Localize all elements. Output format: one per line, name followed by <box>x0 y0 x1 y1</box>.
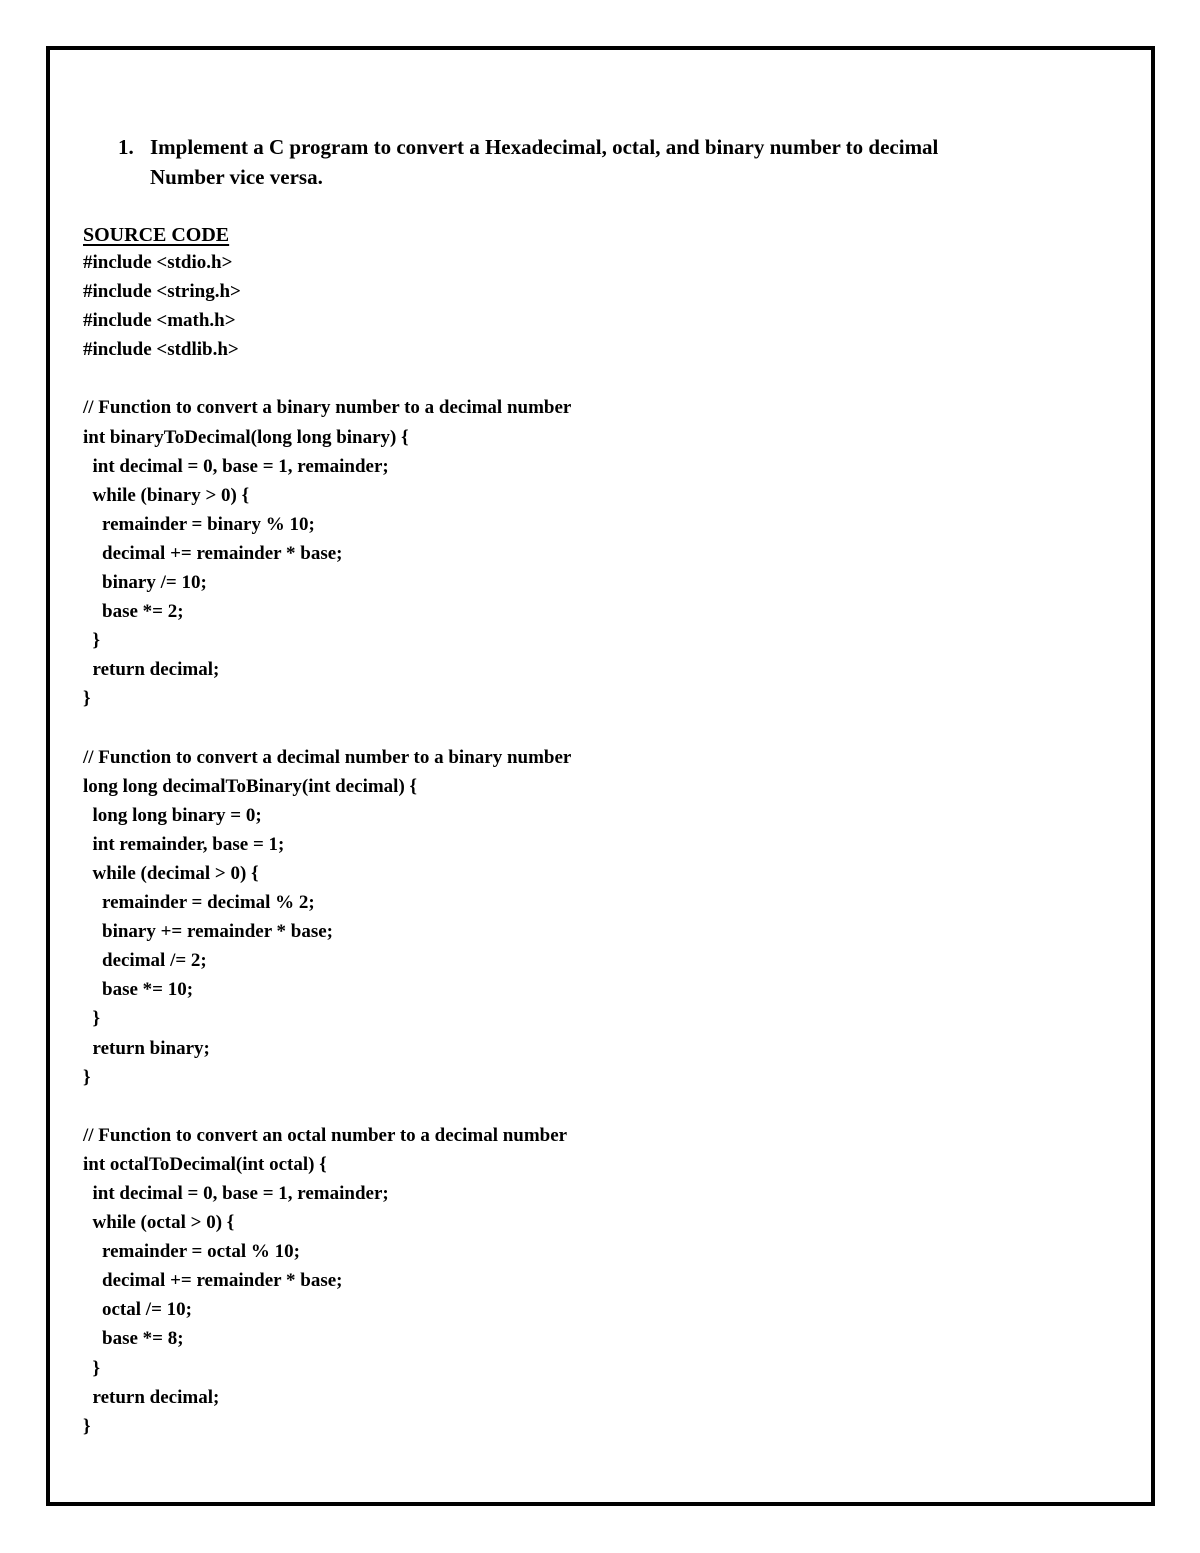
question-text <box>150 132 1078 192</box>
question-number: 1. <box>118 135 134 159</box>
code-line: #include <string.h> <box>83 281 241 303</box>
code-line: // Function to convert a binary number to a decimal number <box>83 397 572 419</box>
code-line: } <box>83 630 100 652</box>
code-line <box>83 1092 1123 1121</box>
source-code-block <box>83 248 1123 1441</box>
code-line: #include <math.h> <box>83 310 236 332</box>
code-line: long long binary = 0; <box>83 804 262 826</box>
code-line: } <box>83 1066 91 1088</box>
code-line: return binary; <box>83 1037 210 1059</box>
section-heading: SOURCE CODE <box>83 224 230 246</box>
code-line: while (binary > 0) { <box>83 484 250 506</box>
code-line: remainder = octal % 10; <box>83 1241 300 1263</box>
code-line: int binaryToDecimal(long long binary) { <box>83 426 409 448</box>
code-line: // Function to convert an octal number to a decimal number <box>83 1124 568 1146</box>
code-line: return decimal; <box>83 659 220 681</box>
code-line: #include <stdlib.h> <box>83 339 239 361</box>
code-line: int remainder, base = 1; <box>83 833 285 855</box>
code-line: binary /= 10; <box>83 572 207 594</box>
code-line: binary += remainder * base; <box>83 921 334 943</box>
question-text-line-1: Implement a C program to convert a Hexadecimal, octal, and binary number to decimal <box>150 135 939 159</box>
code-line: } <box>83 1008 100 1030</box>
code-line: while (octal > 0) { <box>83 1212 235 1234</box>
code-line: } <box>83 688 91 710</box>
question-item <box>118 132 1078 192</box>
code-line: decimal += remainder * base; <box>83 542 343 564</box>
code-line: } <box>83 1357 100 1379</box>
code-line: decimal /= 2; <box>83 950 207 972</box>
code-line: octal /= 10; <box>83 1299 192 1321</box>
code-line: long long decimalToBinary(int decimal) { <box>83 775 418 797</box>
code-line: remainder = binary % 10; <box>83 513 315 535</box>
code-line: int decimal = 0, base = 1, remainder; <box>83 1183 389 1204</box>
code-line <box>83 364 1123 393</box>
code-line: int octalToDecimal(int octal) { <box>83 1153 327 1175</box>
code-line: while (decimal > 0) { <box>83 862 259 884</box>
code-line: remainder = decimal % 2; <box>83 892 315 914</box>
code-line: // Function to convert a decimal number to a binary number <box>83 746 572 768</box>
code-line: base *= 2; <box>83 601 184 623</box>
code-line <box>83 714 1123 743</box>
code-line: decimal += remainder * base; <box>83 1270 343 1292</box>
code-line: base *= 10; <box>83 979 194 1001</box>
code-line: base *= 8; <box>83 1328 184 1350</box>
code-line: return decimal; <box>83 1386 220 1408</box>
question-text-line-2: Number vice versa. <box>150 165 323 189</box>
code-line: #include <stdio.h> <box>83 252 233 273</box>
code-line: int decimal = 0, base = 1, remainder; <box>83 455 389 477</box>
code-line: } <box>83 1415 91 1437</box>
